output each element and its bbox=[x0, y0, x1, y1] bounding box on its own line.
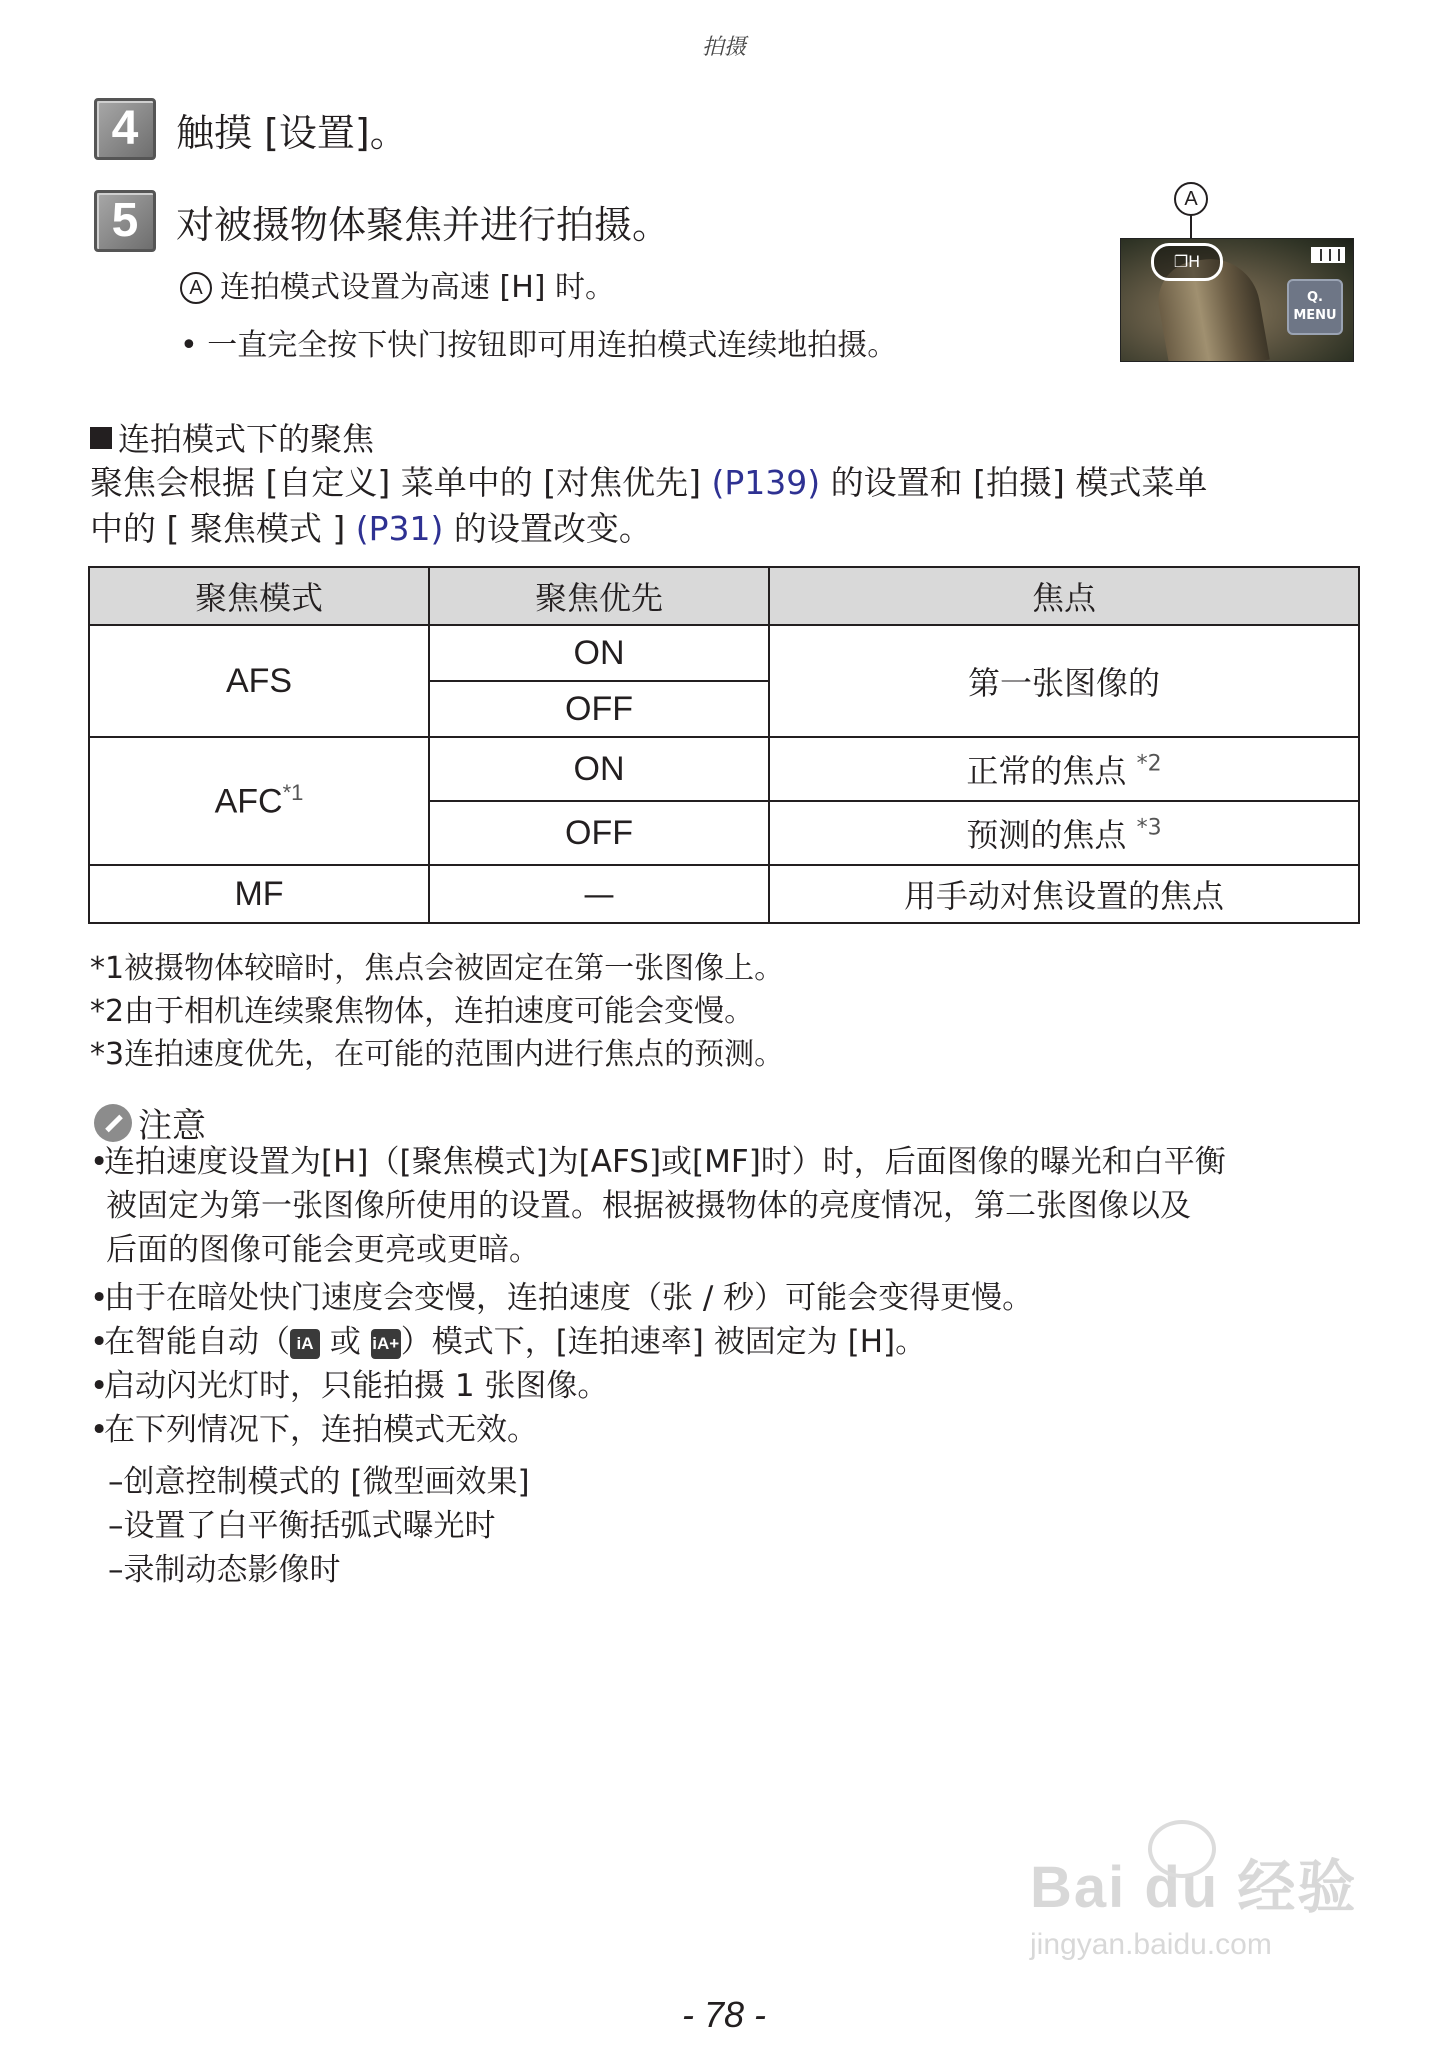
q-menu-button bbox=[1287, 279, 1343, 335]
page-link-p31[interactable]: (P31) bbox=[355, 509, 444, 548]
bullet-text: 被固定为第一张图像所使用的设置。根据被摄物体的亮度情况，第二张图像以及 bbox=[106, 1188, 1191, 1224]
table-header: 聚焦模式 bbox=[89, 567, 429, 625]
step-5 bbox=[94, 190, 670, 252]
note-bullet-3: •在智能自动（ iA 或 iA+）模式下，[连拍速率] 被固定为 [H]。 bbox=[90, 1324, 927, 1360]
bullet-text: 由于在暗处快门速度会变慢，连拍速度（张 / 秒）可能会变得更慢。 bbox=[104, 1280, 1034, 1316]
afc-label: AFC bbox=[214, 782, 283, 821]
table-cell-on: ON bbox=[429, 625, 769, 681]
note-dash-item: –创意控制模式的 [微型画效果] bbox=[108, 1464, 530, 1500]
focus-mode-table bbox=[88, 566, 1360, 924]
callout-a: A bbox=[1174, 182, 1208, 216]
table-cell-focus bbox=[769, 737, 1359, 801]
page-link-p139[interactable]: (P139) bbox=[711, 463, 821, 502]
table-cell-priority: — bbox=[429, 865, 769, 923]
step-text: 对被摄物体聚焦并进行拍摄。 bbox=[176, 202, 671, 247]
footnote-ref: *3 bbox=[1136, 815, 1162, 841]
focus-text: 正常的焦点 bbox=[966, 752, 1137, 790]
section-paragraph-line-1 bbox=[90, 460, 1207, 506]
page-header: 拍摄 bbox=[701, 35, 746, 60]
table-row bbox=[89, 737, 1359, 801]
bullet-text: 在下列情况下，连拍模式无效。 bbox=[104, 1412, 538, 1448]
step-number-badge: 4 bbox=[94, 98, 156, 160]
table-cell-focus: 第一张图像的 bbox=[769, 625, 1359, 737]
note-bullet-5: •在下列情况下，连拍模式无效。 bbox=[90, 1412, 538, 1448]
bullet-text: 或 bbox=[320, 1324, 371, 1360]
watermark-url: jingyan.baidu.com bbox=[1030, 1928, 1272, 1961]
para-text: 中的 [ 聚焦模式 ] bbox=[90, 509, 356, 548]
camera-lcd-preview-image bbox=[1120, 238, 1354, 362]
section-title-text: 连拍模式下的聚焦 bbox=[118, 420, 375, 458]
bullet-text: 启动闪光灯时，只能拍摄 1 张图像。 bbox=[104, 1368, 609, 1404]
step-text: 触摸 [设置]。 bbox=[176, 110, 408, 155]
watermark-brand: Bai du 经验 bbox=[1030, 1855, 1358, 1920]
bullet-text: 连拍速度设置为[H]（[聚焦模式]为[AFS]或[MF]时）时，后面图像的曝光和白平衡 bbox=[104, 1144, 1226, 1180]
burst-mode-icon: ❐H bbox=[1151, 243, 1223, 281]
table-header: 聚焦优先 bbox=[429, 567, 769, 625]
table-cell-mf: MF bbox=[89, 865, 429, 923]
focus-text: 预测的焦点 bbox=[966, 816, 1137, 854]
intelligent-auto-icon: iA bbox=[290, 1329, 320, 1359]
footnote-2: *2由于相机连续聚焦物体，连拍速度可能会变慢。 bbox=[90, 994, 755, 1029]
note-bullet-4: •启动闪光灯时，只能拍摄 1 张图像。 bbox=[90, 1368, 609, 1404]
table-row bbox=[89, 865, 1359, 923]
square-bullet-icon bbox=[90, 427, 112, 449]
step5-note-a-text: 连拍模式设置为高速 [H] 时。 bbox=[220, 270, 616, 305]
bullet-text: 后面的图像可能会更亮或更暗。 bbox=[106, 1232, 540, 1268]
circle-a-label: A bbox=[180, 272, 212, 304]
note-dash-item: –设置了白平衡括弧式曝光时 bbox=[108, 1508, 496, 1544]
table-cell-off: OFF bbox=[429, 681, 769, 737]
bullet-text: 在智能自动（ bbox=[104, 1324, 290, 1360]
note-dash-item: –录制动态影像时 bbox=[108, 1552, 341, 1588]
para-text: 的设置和 [拍摄] 模式菜单 bbox=[820, 463, 1208, 502]
table-cell-afs: AFS bbox=[89, 625, 429, 737]
bullet-text: ）模式下，[连拍速率] 被固定为 [H]。 bbox=[400, 1324, 927, 1360]
note-title: 注意 bbox=[138, 1106, 206, 1146]
section-paragraph-line-2 bbox=[90, 506, 652, 552]
footnote-1: *1被摄物体较暗时，焦点会被固定在第一张图像上。 bbox=[90, 951, 785, 986]
page-number: - 78 - bbox=[681, 1994, 767, 2035]
step-number-badge: 5 bbox=[94, 190, 156, 252]
pencil-note-icon bbox=[94, 1104, 132, 1142]
footnote-ref: *1 bbox=[282, 780, 304, 806]
footnote-ref: *2 bbox=[1136, 751, 1162, 777]
table-header-row bbox=[89, 567, 1359, 625]
note-bullet-1: •连拍速度设置为[H]（[聚焦模式]为[AFS]或[MF]时）时，后面图像的曝光和白平衡 被固定为第一张图像所使用的设置。根据被摄物体的亮度情况，第二张图像以及 后面的图像可能会更亮或更暗。 bbox=[90, 1140, 1380, 1272]
footnote-3: *3连拍速度优先，在可能的范围内进行焦点的预测。 bbox=[90, 1037, 785, 1072]
table-header: 焦点 bbox=[769, 567, 1359, 625]
table-cell-afc bbox=[89, 737, 429, 865]
paw-logo-icon bbox=[1148, 1820, 1216, 1878]
note-bullet-2: •由于在暗处快门速度会变慢，连拍速度（张 / 秒）可能会变得更慢。 bbox=[90, 1280, 1034, 1316]
baidu-watermark bbox=[1030, 1840, 1360, 1970]
intelligent-auto-plus-icon: iA+ bbox=[371, 1329, 401, 1359]
table-cell-focus: 用手动对焦设置的焦点 bbox=[769, 865, 1359, 923]
step-4 bbox=[94, 98, 408, 160]
table-cell-focus bbox=[769, 801, 1359, 865]
table-cell-on: ON bbox=[429, 737, 769, 801]
step5-note-b: • 一直完全按下快门按钮即可用连拍模式连续地拍摄。 bbox=[180, 328, 898, 363]
step5-note-a bbox=[180, 262, 615, 306]
section-title bbox=[90, 414, 374, 460]
para-text: 的设置改变。 bbox=[443, 509, 652, 548]
table-row bbox=[89, 625, 1359, 681]
q-menu-top: Q. bbox=[1307, 290, 1323, 305]
table-cell-off: OFF bbox=[429, 801, 769, 865]
para-text: 聚焦会根据 [自定义] 菜单中的 [对焦优先] bbox=[90, 463, 712, 502]
q-menu-bottom: MENU bbox=[1293, 308, 1337, 323]
battery-icon bbox=[1311, 247, 1345, 263]
